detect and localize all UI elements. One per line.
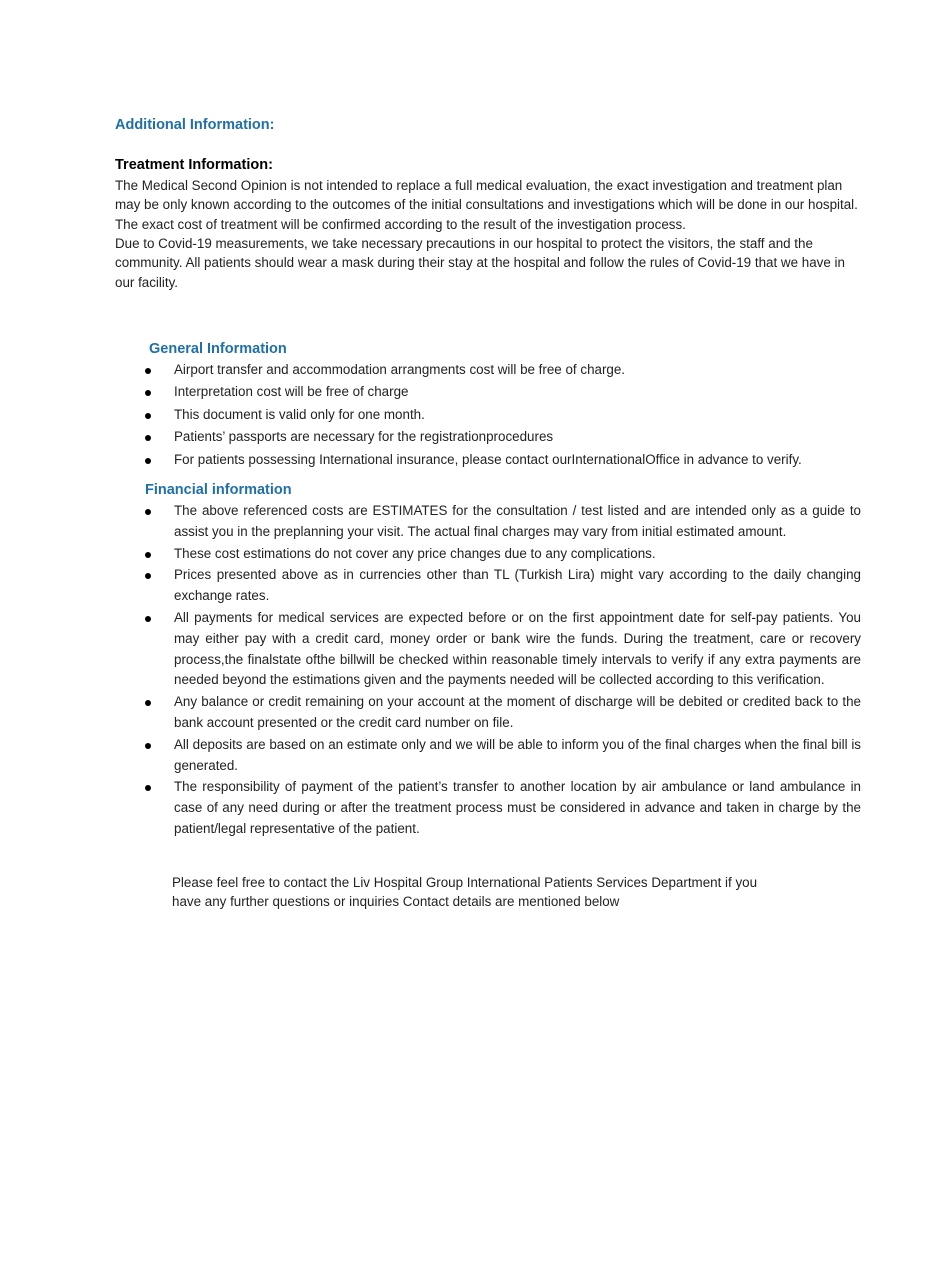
list-item <box>145 735 861 777</box>
bullet-icon <box>145 616 151 622</box>
additional-information-heading <box>115 117 275 133</box>
list-item <box>145 565 861 607</box>
closing-line-2: have any further questions or inquiries Contact details are mentioned below <box>172 894 620 910</box>
general-item-text: For patients possessing International insurance, please contact ourInternationalOffice in advance to verify. <box>174 451 802 467</box>
list-item <box>145 382 861 403</box>
financial-item-text: All payments for medical services are expected before or on the first appointment date for self-pay patients. You may either pay with a credit card, money order or bank wire the funds. During the treatment, care or recovery process,the finalstate ofthe billwill be checked within reasonable timely intervals to verify if any extra payments are needed beyond the estimations given and the payments needed will be collected according to this verification. <box>174 609 861 688</box>
treatment-information-heading: Treatment Information: <box>115 157 273 173</box>
bullet-icon <box>145 785 151 791</box>
bullet-icon <box>145 413 151 419</box>
list-item <box>145 544 861 565</box>
treatment-paragraph-2: Due to Covid-19 measurements, we take necessary precautions in our hospital to protect the visitors, the staff and the community. All patients should wear a mask during their stay at the hospital and follow the rules of Covid-19 that we have in our facility. <box>115 236 845 290</box>
bullet-icon <box>145 390 151 396</box>
bullet-icon <box>145 573 151 579</box>
general-item-text: This document is valid only for one month. <box>174 406 425 422</box>
financial-item-text: These cost estimations do not cover any price changes due to any complications. <box>174 545 656 561</box>
general-item-text: Airport transfer and accommodation arrangments cost will be free of charge. <box>174 362 626 377</box>
bullet-icon <box>145 552 151 558</box>
financial-item-text: Any balance or credit remaining on your account at the moment of discharge will be debited or credited back to the bank account presented or the credit card number on file. <box>174 694 861 730</box>
general-item-text: Interpretation cost will be free of charge <box>174 384 409 400</box>
bullet-icon <box>145 368 151 374</box>
list-item <box>145 450 861 471</box>
financial-item-text: The responsibility of payment of the patient’s transfer to another location by air ambulance or land ambulance in case of any need during or after the treatment process must be considered in advance and taken in charge by the patient/legal representative of the patient. <box>174 779 861 836</box>
bullet-icon <box>145 435 151 441</box>
list-item <box>145 405 861 426</box>
general-item-text: Patients’ passports are necessary for the registrationprocedures <box>174 429 554 445</box>
list-item <box>145 360 861 381</box>
closing-note <box>172 873 812 911</box>
bullet-icon <box>145 700 151 706</box>
additional-information-colon: : <box>269 117 275 133</box>
financial-item-text: All deposits are based on an estimate only and we will be able to inform you of the final charges when the final bill is generated. <box>174 736 861 773</box>
financial-information-list <box>145 501 861 841</box>
bullet-icon <box>145 509 151 515</box>
general-information-heading: General Information <box>149 341 287 357</box>
list-item <box>145 692 861 734</box>
general-information-list <box>145 360 861 472</box>
closing-line-1: Please feel free to contact the Liv Hospital Group International Patients Services Department if you <box>172 875 758 890</box>
list-item <box>145 427 861 448</box>
list-item <box>145 608 861 691</box>
bullet-icon <box>145 458 151 464</box>
list-item <box>145 501 861 543</box>
list-item <box>145 777 861 839</box>
additional-information-label: Additional Information <box>115 117 270 133</box>
bullet-icon <box>145 743 151 749</box>
financial-information-heading: Financial information <box>145 482 292 498</box>
financial-item-text: Prices presented above as in currencies other than TL (Turkish Lira) might vary according to the daily changing exchange rates. <box>174 567 861 604</box>
treatment-paragraph-1: The Medical Second Opinion is not intended to replace a full medical evaluation, the exact investigation and treatment plan may be only known according to the outcomes of the initial consultations and investigations which will be done in our hospital. The exact cost of treatment will be confirmed according to the result of the investigation process. <box>115 178 858 232</box>
financial-item-text: The above referenced costs are ESTIMATES for the consultation / test listed and are intended only as a guide to assist you in the preplanning your visit. The actual final charges may vary from initial estimated amount. <box>174 503 861 539</box>
